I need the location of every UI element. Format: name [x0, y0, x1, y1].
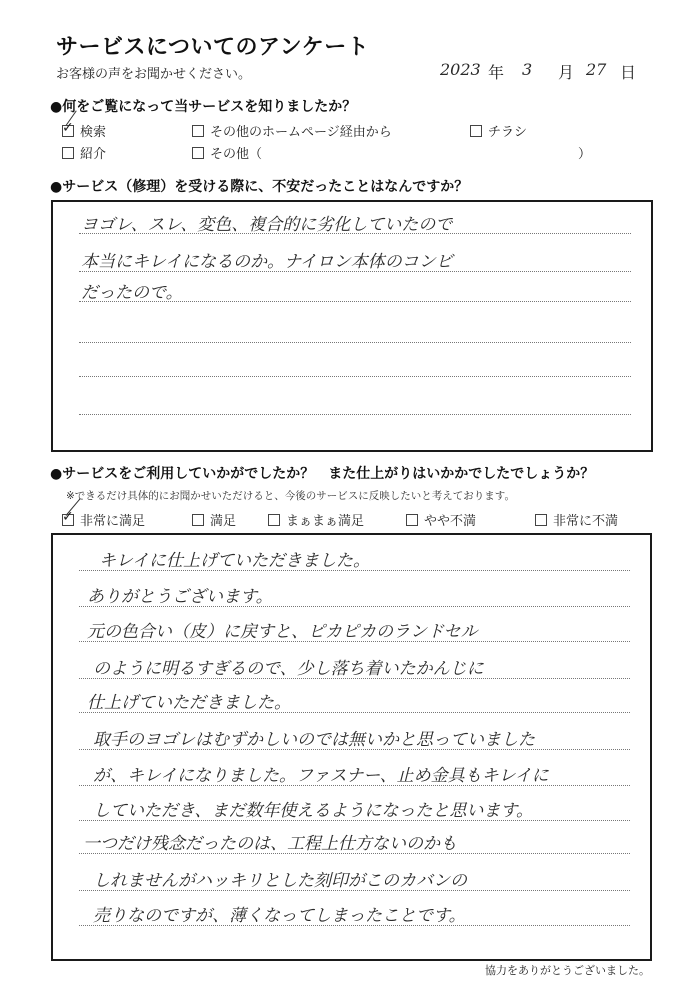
- rating-very-satisfied[interactable]: ✓非常に満足: [62, 510, 145, 529]
- q1-option-search[interactable]: ✓検索: [62, 121, 106, 140]
- checkbox-icon[interactable]: [406, 514, 418, 526]
- q2-answer-box[interactable]: [51, 200, 653, 452]
- q1-option-other[interactable]: その他（: [192, 143, 262, 162]
- checkbox-icon[interactable]: [268, 514, 280, 526]
- answer-line: が、キレイになりました。ファスナー、止め金具もキレイに: [93, 766, 549, 786]
- answer-line: 一つだけ残念だったのは、工程上仕方ないのかも: [83, 834, 457, 854]
- answer-line: だったので。: [81, 283, 183, 303]
- ruled-line: [79, 342, 631, 343]
- checkbox-icon[interactable]: [535, 514, 547, 526]
- answer-line: ヨゴレ、スレ、変色、複合的に劣化していたので: [81, 215, 453, 235]
- checkbox-checked-icon[interactable]: [62, 125, 74, 137]
- q2-question: ●サービス（修理）を受ける際に、不安だったことはなんですか？: [50, 179, 469, 195]
- footer-thanks: 協力をありがとうございました。: [485, 964, 650, 977]
- q3-question: ●サービスをご利用していかがでしたか？ また仕上がりはいかかでしたでしょうか？: [50, 466, 595, 482]
- answer-line: しれませんがハッキリとした刻印がこのカバンの: [93, 871, 467, 891]
- q1-option-referral[interactable]: 紹介: [62, 143, 106, 162]
- checkbox-icon[interactable]: [192, 147, 204, 159]
- checkbox-icon[interactable]: [192, 514, 204, 526]
- answer-line: 仕上げていただきました。: [87, 693, 291, 713]
- answer-line: のように明るすぎるので、少し落ち着いたかんじに: [93, 659, 484, 679]
- date-month-label: 月: [558, 63, 575, 82]
- checkbox-icon[interactable]: [470, 125, 482, 137]
- rating-very-dissatisfied[interactable]: 非常に不満: [535, 510, 618, 529]
- survey-subtitle: お客様の声をお聞かせください。: [56, 67, 252, 82]
- date-year-label: 年: [488, 63, 505, 82]
- rating-satisfied[interactable]: 満足: [192, 510, 236, 529]
- ruled-line: [79, 414, 631, 415]
- answer-line: 取手のヨゴレはむずかしいのでは無いかと思っていました: [93, 730, 535, 750]
- date-day: 27: [586, 60, 607, 79]
- checkbox-icon[interactable]: [62, 147, 74, 159]
- ruled-line: [79, 376, 631, 377]
- rating-somewhat-dissatisfied[interactable]: やや不満: [406, 510, 476, 529]
- date-day-label: 日: [620, 63, 637, 82]
- q1-other-close-paren: ）: [578, 147, 592, 162]
- q3-note: ※できるだけ具体的にお聞かせいただけると、今後のサービスに反映したいと考えております。: [66, 490, 515, 502]
- date-year: 2023: [440, 60, 481, 79]
- date-month: 3: [522, 60, 533, 79]
- q1-option-other-website[interactable]: その他のホームページ経由から: [192, 121, 392, 140]
- answer-line: 本当にキレイになるのか。ナイロン本体のコンビ: [81, 252, 453, 272]
- checkbox-icon[interactable]: [192, 125, 204, 137]
- survey-title: サービスについてのアンケート: [56, 35, 370, 60]
- answer-line: キレイに仕上げていただきました。: [99, 551, 370, 571]
- q1-question: ●何をご覧になって当サービスを知りましたか？: [50, 99, 357, 115]
- checkbox-checked-icon[interactable]: [62, 514, 74, 526]
- rating-somewhat-satisfied[interactable]: まぁまぁ満足: [268, 510, 364, 529]
- answer-line: 元の色合い（皮）に戻すと、ピカピカのランドセル: [87, 622, 478, 642]
- answer-line: していただき、まだ数年使えるようになったと思います。: [93, 801, 533, 821]
- answer-line: ありがとうございます。: [87, 587, 273, 607]
- q3-answer-box[interactable]: [51, 533, 652, 961]
- q1-option-flyer[interactable]: チラシ: [470, 121, 527, 140]
- answer-line: 売りなのですが、薄くなってしまったことです。: [93, 906, 466, 926]
